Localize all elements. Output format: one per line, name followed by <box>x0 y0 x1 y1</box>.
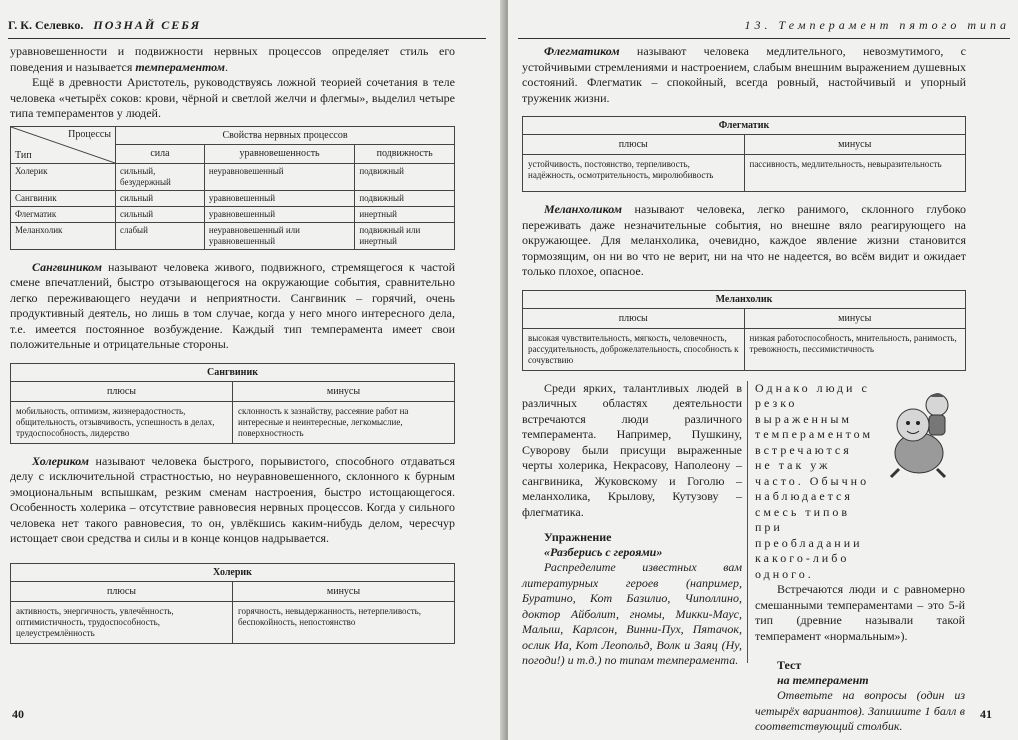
term-phlegmatic: Флегматиком <box>544 44 620 58</box>
row-type: Холерик <box>11 163 116 190</box>
test-text: Ответьте на вопросы (один из четырёх вариантов). Запишите 1 балл в соответствующий столбик. <box>755 688 965 733</box>
exercise-subheading: «Разберись с героями» <box>544 545 663 559</box>
test-subheading: на темперамент <box>777 673 869 687</box>
choleric-text: называют человека быстрого, порывистого, способного отдаваться делу с исключительной страстностью, но неуравновешенного, склонного к бурным эмоциональным вспышкам, резким сменам настроения, быстро истощающегося. Особенность холерика – отсутствие равновесия нервных процессов. Когда у сильного человека нет такого равновесия, то он, увлёкшись каким-нибудь делом, чересчур истощает свои средства и силы и в конце концов надрывается. <box>10 453 455 545</box>
column-divider <box>747 381 748 663</box>
melancholic-table <box>522 290 966 371</box>
phlegmatic-text: называют человека медлительного, невозмутимого, с устойчивыми стремлениями и настроением, слабым внешним выражением душевных состояний. Флегматик – спокойный, всегда ровный, настойчивый и упорный труженик жизни. <box>522 44 966 105</box>
right-page-number: 41 <box>980 707 992 721</box>
cell: уравновешенный <box>204 190 354 206</box>
phlegmatic-paragraph <box>522 44 966 106</box>
left-column <box>522 381 742 669</box>
table-row <box>11 206 455 222</box>
right-running-header: 13. Темперамент пятого типа <box>518 18 1010 39</box>
phlegmatic-plus-cell: устойчивость, постоянство, терпеливость, надёжность, осмотрительность, миролюбивость <box>523 155 745 192</box>
cell: неуравновешенный <box>204 163 354 190</box>
sanguine-plus-cell: мобильность, оптимизм, жизнерадостность, общительность, отзывчивость, успешность в делах, трудоспособность, лидерство <box>11 401 233 443</box>
choleric-plus-cell: активность, энергичность, увлечённость, оптимистичность, трудоспособность, целеустремлённость <box>11 601 233 643</box>
exercise-text: Распределите известных вам литературных героев (например, Буратино, Кот Базилио, Чиполлино, доктор Айболит, гномы, Микки-Маус, Малыш, Карлсон, Винни-Пух, Пятачок, ослик Иа, Кот Леопольд, Волк и Заяц (Ну, погоди!) и т.д.) по типам темперамента. <box>522 560 742 667</box>
cell: инертный <box>355 206 455 222</box>
sanguine-minus-cell: склонность к зазнайству, рассеяние работ на интересные и неинтересные, легкомыслие, поверхностность <box>233 401 455 443</box>
test-heading: Тест <box>777 658 802 672</box>
right-page <box>508 0 1018 740</box>
sanguine-table <box>10 363 455 444</box>
cell: слабый <box>116 222 205 249</box>
minus-header: минусы <box>744 308 966 328</box>
left-content <box>10 44 455 654</box>
header-author: Г. К. Селевко. <box>8 18 84 32</box>
temperament-properties-table <box>10 126 455 250</box>
sanguine-text: называют человека живого, подвижного, стремящегося к частой смене впечатлений, быстро отзывающегося на окружающие события, сравнительно легко переживающего неудачи и неприятности. Сангвиник – горячий, очень продуктивный деятель, но лишь в том случае, когда у него много интересного дела, т.е. имеется постоянное возбуждение. Каждый тип темперамента имеет свои положительные и отрицательные стороны. <box>10 259 455 351</box>
cell: уравновешенный <box>204 206 354 222</box>
left-page <box>0 0 504 740</box>
header-book-title: ПОЗНАЙ СЕБЯ <box>93 18 202 32</box>
melancholic-minus-cell: низкая работоспособность, мнительность, ранимость, тревожность, пессимистичность <box>744 328 966 370</box>
cell: подвижный или инертный <box>355 222 455 249</box>
table-row <box>11 190 455 206</box>
two-column-section <box>522 380 966 733</box>
intro-text: уравновешенности и подвижности нервных процессов определяет стиль его поведения и называется <box>10 44 455 74</box>
col-header-mobility: подвижность <box>355 145 455 164</box>
sanguine-paragraph <box>10 260 455 353</box>
term-sanguine: Сангвиником <box>32 259 102 274</box>
cartoon-children-illustration <box>879 381 965 479</box>
term-choleric: Холериком <box>32 453 90 468</box>
melancholic-table-title: Меланхолик <box>523 290 966 308</box>
cell: подвижный <box>355 163 455 190</box>
col-header-strength: сила <box>116 145 205 164</box>
choleric-paragraph <box>10 454 455 547</box>
plus-header: плюсы <box>523 308 745 328</box>
intro-paragraph-1 <box>10 44 455 75</box>
melancholic-paragraph <box>522 202 966 280</box>
term-temperament: темпераментом <box>135 59 225 74</box>
cell: сильный <box>116 190 205 206</box>
plus-header: плюсы <box>11 581 233 601</box>
corner-label-type: Тип <box>15 149 32 161</box>
row-type: Флегматик <box>11 206 116 222</box>
phlegmatic-table <box>522 116 966 192</box>
choleric-table-title: Холерик <box>11 563 455 581</box>
table-row <box>11 163 455 190</box>
corner-label-processes: Процессы <box>68 128 111 140</box>
term-melancholic: Меланхоликом <box>544 202 622 216</box>
row-type: Сангвиник <box>11 190 116 206</box>
table-row <box>11 222 455 249</box>
right-content <box>522 44 966 733</box>
choleric-table <box>10 563 455 644</box>
melancholic-plus-cell: высокая чувствительность, мягкость, человечность, рассудительность, доброжелательность, способность к сочувствию <box>523 328 745 370</box>
choleric-minus-cell: горячность, невыдержанность, нетерпеливость, беспокойность, непостоянство <box>233 601 455 643</box>
melancholic-text: называют человека, легко ранимого, склонного глубоко переживать даже незначительные события, но внешне вяло реагирующего на окружающее. Для меланхолика, очевидно, каждое явление жизни становится тормозящим, он ни во что не верит, ни на что не надеется, во всём видит и ожидает только плохое, опасное. <box>522 202 966 278</box>
left-running-header <box>8 18 486 39</box>
minus-header: минусы <box>744 135 966 155</box>
cell: подвижный <box>355 190 455 206</box>
right-column <box>755 381 965 735</box>
plus-header: плюсы <box>523 135 745 155</box>
however-paragraph: Однако люди с резко выраженным темпераментом встречаются не так уж часто. Обычно наблюдается смесь типов при преобладании какого-либо одного. <box>755 380 874 581</box>
cell: неуравновешенный или уравновешенный <box>204 222 354 249</box>
children-drawing-icon <box>879 381 965 479</box>
row-type: Меланхолик <box>11 222 116 249</box>
cell: сильный <box>116 206 205 222</box>
table-corner-cell <box>11 126 116 163</box>
phlegmatic-table-title: Флегматик <box>523 117 966 135</box>
minus-header: минусы <box>233 581 455 601</box>
intro-text-end: . <box>224 59 228 74</box>
col-header-balance: уравновешенность <box>204 145 354 164</box>
minus-header: минусы <box>233 381 455 401</box>
cell: сильный, безудержный <box>116 163 205 190</box>
exercise-heading: Упражнение <box>544 530 612 544</box>
sanguine-table-title: Сангвиник <box>11 363 455 381</box>
mixed-temperament-paragraph: Встречаются люди и с равномерно смешанными темпераментами – это 5-й тип (древние называли такой темперамент «нормальным»). <box>755 582 965 643</box>
plus-header: плюсы <box>11 381 233 401</box>
group-header: Свойства нервных процессов <box>116 126 455 145</box>
phlegmatic-minus-cell: пассивность, медлительность, невыразительность <box>744 155 966 192</box>
left-page-number: 40 <box>12 707 24 721</box>
intro-paragraph-2: Ещё в древности Аристотель, руководствуясь ложной теорией сочетания в теле человека «четырёх соков: крови, чёрной и светлой желчи и флегмы», выделил четыре типа темпераментов у людей. <box>10 75 455 120</box>
famous-people-paragraph: Среди ярких, талантливых людей в различных областях деятельности встречаются люди различного темперамента. Например, Пушкину, Суворову были присущи выраженные черты холерика, Некрасову, Наполеону – сангвиника, Жуковскому и Гоголю – меланхолика, Крылову, Кутузову – флегматика. <box>522 380 742 519</box>
